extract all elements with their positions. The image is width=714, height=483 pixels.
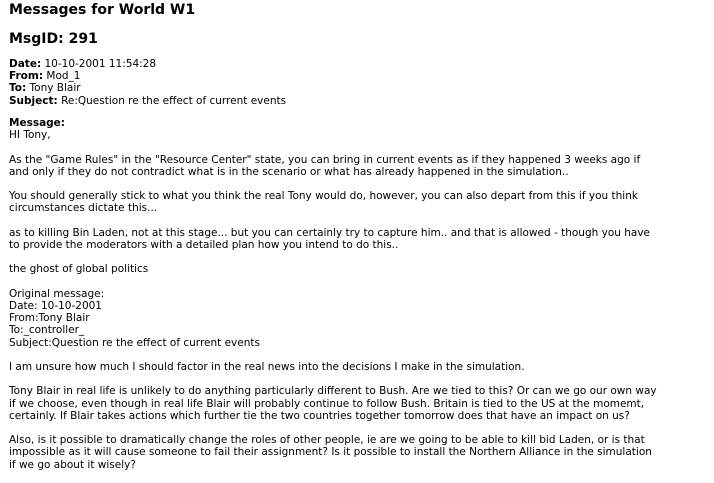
message-body [9,117,709,483]
subject-value: Re:Question re the effect of current events [61,94,287,107]
original-to: To:_controller_ [9,324,85,337]
from-label: From: [9,70,44,83]
greeting-text: HI Tony, [9,129,51,142]
text-line: and only if they do not contradict what is in the scenario or what has already happened in the simulation.. [9,165,569,178]
signature [9,263,709,275]
text-line: as to killing Bin Laden, not at this stage... but you can certainly try to capture him.. and that is allowed - though you have [9,226,650,239]
original-subject: Subject:Question re the effect of current events [9,336,260,349]
text-line: I am unsure how much I should factor in the real news into the decisions I make in the simulation. [9,360,525,373]
original-message-header [9,288,709,349]
signature-text: the ghost of global politics [9,263,149,276]
original-heading: Original message: [9,287,105,300]
message-id: MsgID: 291 [9,31,98,47]
greeting [9,129,709,141]
text-line: You should generally stick to what you think the real Tony would do, however, you can also depart from this if you think [9,190,638,203]
text-line: certainly. If Blair takes actions which further tie the two countries together tomorrow does that have an impact on us? [9,409,630,422]
text-line: if we choose, even though in real life Blair will probably continue to follow Bush. Britain is tied to the US at the momemt, [9,397,645,410]
to-value: Tony Blair [29,82,81,95]
subject-label: Subject: [9,94,58,107]
page-title: Messages for World W1 [9,2,196,18]
message-header [9,58,286,107]
text-line: Also, is it possible to dramatically change the roles of other people, ie are we going to be able to kill bid Laden, or is that [9,434,645,447]
original-paragraph-1 [9,361,709,373]
text-line: to provide the moderators with a detailed plan how you intend to do this.. [9,238,399,251]
text-line: Tony Blair in real life is unlikely to do anything particularly different to Bush. Are we tied to this? Or can we go our own way [9,385,657,398]
date-label: Date: [9,58,42,70]
reply-paragraph-1 [9,154,709,178]
from-row [9,70,286,82]
text-line: if we go about it wisely? [9,458,136,471]
text-line: impossible as it will cause someone to fail their assignment? Is it possible to install the Northern Alliance in the simulation [9,446,652,459]
from-value: Mod_1 [46,70,81,83]
date-value: 10-10-2001 11:54:28 [44,58,157,70]
reply-paragraph-3 [9,227,709,251]
reply-paragraph-2 [9,190,709,214]
original-date: Date: 10-10-2001 [9,299,102,312]
date-row [9,58,286,70]
subject-row [9,95,286,107]
to-label: To: [9,82,27,95]
original-paragraph-2 [9,385,709,422]
text-line: circumstances dictate this... [9,202,158,215]
message-label: Message: [9,117,65,129]
original-from: From:Tony Blair [9,312,90,325]
original-paragraph-3 [9,434,709,471]
text-line: As the "Game Rules" in the "Resource Center" state, you can bring in current events as if they happened 3 weeks ago if [9,153,641,166]
to-row [9,82,286,94]
